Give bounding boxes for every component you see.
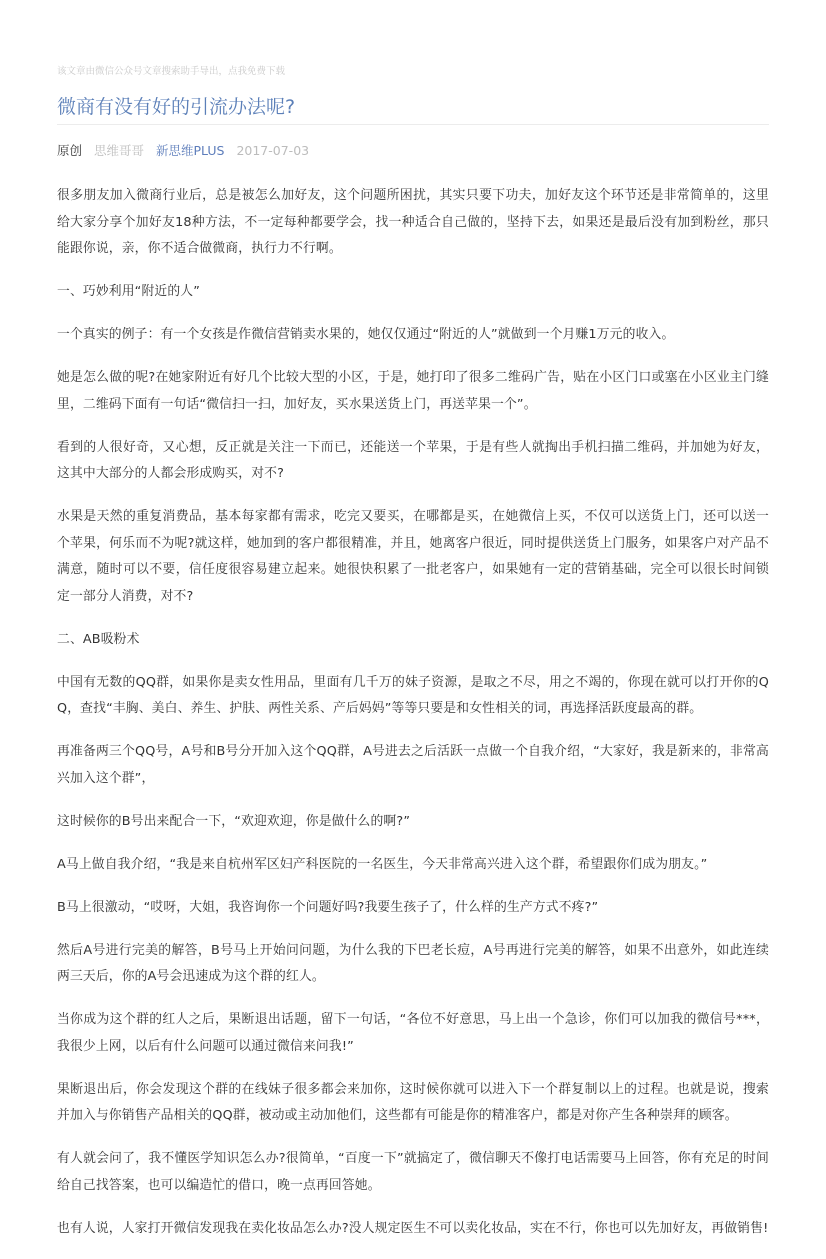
article-paragraph: 中国有无数的QQ群，如果你是卖女性用品，里面有几千万的妹子资源，是取之不尽，用之不竭的，你现在就可以打开你的QQ，查找“丰胸、美白、养生、护肤、两性关系、产后妈妈”等等只要是和女性相关的词，再选择活跃度最高的群。: [57, 674, 769, 716]
original-label: 原创: [57, 143, 83, 158]
article-paragraph: 一个真实的例子：有一个女孩是作微信营销卖水果的，她仅仅通过“附近的人”就做到一个月赚1万元的收入。: [57, 327, 675, 342]
article-paragraph: 也有人说，人家打开微信发现我在卖化妆品怎么办?没人规定医生不可以卖化妆品，实在不行，你也可以先加好友，再做销售!: [57, 1220, 769, 1236]
title-divider: [57, 124, 769, 125]
article-paragraph: 水果是天然的重复消费品，基本每家都有需求，吃完又要买，在哪都是买，在她微信上买，不仅可以送货上门，还可以送一个苹果，何乐而不为呢?就这样，她加到的客户都很精准，并且，她离客户很近，同时提供送货上门服务，如果客户对产品不满意，随时可以不要，信任度很容易建立起来。她很快积累了一批老客户，如果她有一定的营销基础，完全可以很长时间锁定一部分人消费，对不?: [57, 509, 769, 604]
publish-date: 2017-07-03: [236, 143, 310, 158]
author-name: 思维哥哥: [94, 143, 145, 158]
article-meta: [57, 141, 317, 159]
article-paragraph: 然后A号进行完美的解答，B号马上开始问问题，为什么我的下巴老长痘，A号再进行完美的解答，如果不出意外，如此连续两三天后，你的A号会迅速成为这个群的红人。: [57, 942, 769, 984]
article-paragraph: 有人就会问了，我不懂医学知识怎么办?很简单，“百度一下”就搞定了，微信聊天不像打电话需要马上回答，你有充足的时间给自己找答案，也可以编造忙的借口，晚一点再回答她。: [57, 1151, 769, 1193]
article-title: 微商有没有好的引流办法呢?: [57, 96, 296, 118]
article-body: [57, 183, 769, 1259]
article-paragraph: 当你成为这个群的红人之后，果断退出话题，留下一句话，“各位不好意思，马上出一个急诊，你们可以加我的微信号***，我很少上网，以后有什么问题可以通过微信来问我!”: [57, 1012, 769, 1054]
section-heading: 一、巧妙利用“附近的人”: [57, 284, 201, 299]
account-link[interactable]: 新思维PLUS: [156, 143, 225, 158]
section-heading: 二、AB吸粉术: [57, 631, 140, 647]
article-paragraph: 很多朋友加入微商行业后，总是被怎么加好友，这个问题所困扰，其实只要下功夫，加好友这个环节还是非常简单的，这里给大家分享个加好友18种方法，不一定每种都要学会，找一种适合自己做的，坚持下去，如果还是最后没有加到粉丝，那只能跟你说，亲，你不适合做微商，执行力不行啊。: [57, 188, 769, 256]
article-paragraph: 再准备两三个QQ号，A号和B号分开加入这个QQ群，A号进去之后活跃一点做一个自我介绍，“大家好，我是新来的，非常高兴加入这个群”，: [57, 744, 769, 786]
article-paragraph: A马上做自我介绍，“我是来自杭州军区妇产科医院的一名医生，今天非常高兴进入这个群，希望跟你们成为朋友。”: [57, 856, 708, 872]
article-paragraph: 她是怎么做的呢?在她家附近有好几个比较大型的小区，于是，她打印了很多二维码广告，贴在小区门口或塞在小区业主门缝里，二维码下面有一句话“微信扫一扫，加好友，买水果送货上门，再送苹果一个”。: [57, 370, 769, 412]
article-paragraph: B马上很激动，“哎呀，大姐，我咨询你一个问题好吗?我要生孩子了，什么样的生产方式不疼?”: [57, 899, 599, 915]
article-paragraph: 这时候你的B号出来配合一下，“欢迎欢迎，你是做什么的啊?”: [57, 813, 411, 829]
article-paragraph: 果断退出后，你会发现这个群的在线妹子很多都会来加你，这时候你就可以进入下一个群复制以上的过程。也就是说，搜索并加入与你销售产品相关的QQ群，被动或主动加他们，这些都有可能是你的精准客户，都是对你产生各种崇拜的顾客。: [57, 1081, 769, 1123]
export-notice-link[interactable]: 该文章由微信公众号文章搜索助手导出，点我免费下载: [57, 66, 286, 77]
article-paragraph: 看到的人很好奇，又心想，反正就是关注一下而已，还能送一个苹果，于是有些人就掏出手机扫描二维码，并加她为好友，这其中大部分的人都会形成购买，对不?: [57, 439, 769, 481]
